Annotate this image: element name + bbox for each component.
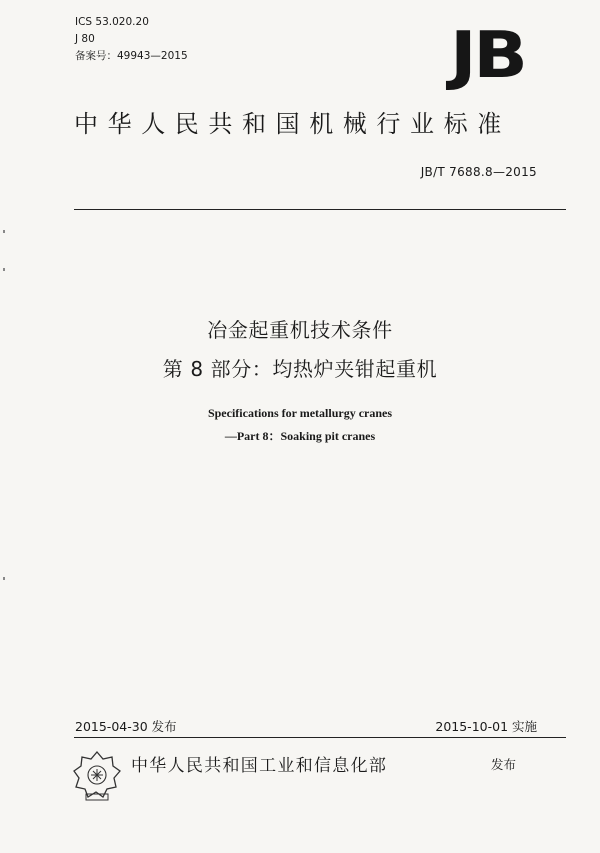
issuing-authority: 中华人民共和国工业和信息化部 (131, 756, 388, 776)
english-title-line-1: Specifications for metallurgy cranes (207, 406, 393, 420)
bottom-divider (74, 737, 566, 738)
ccs-code: J 80 (75, 33, 95, 45)
scan-speck (3, 230, 5, 233)
chinese-title-line-1: 冶金起重机技术条件 (207, 318, 393, 342)
chinese-title-line-2: 第 8 部分：均热炉夹钳起重机 (162, 357, 438, 381)
standard-number: JB/T 7688.8—2015 (420, 165, 537, 179)
scan-speck (3, 577, 5, 580)
scan-speck (3, 268, 5, 271)
ics-code: ICS 53.020.20 (75, 16, 149, 28)
filing-number: 备案号：49943—2015 (75, 50, 188, 62)
standard-category-title: 中华人民共和国机械行业标准 (74, 110, 511, 138)
english-title-line-2: —Part 8：Soaking pit cranes (224, 429, 376, 443)
ministry-seal-icon (72, 750, 122, 802)
top-divider (74, 209, 566, 210)
implementation-date: 2015-10-01 实施 (435, 719, 537, 734)
jb-logo: JB (450, 19, 525, 93)
issue-date: 2015-04-30 发布 (75, 719, 177, 734)
issuer-suffix: 发布 (491, 757, 517, 772)
